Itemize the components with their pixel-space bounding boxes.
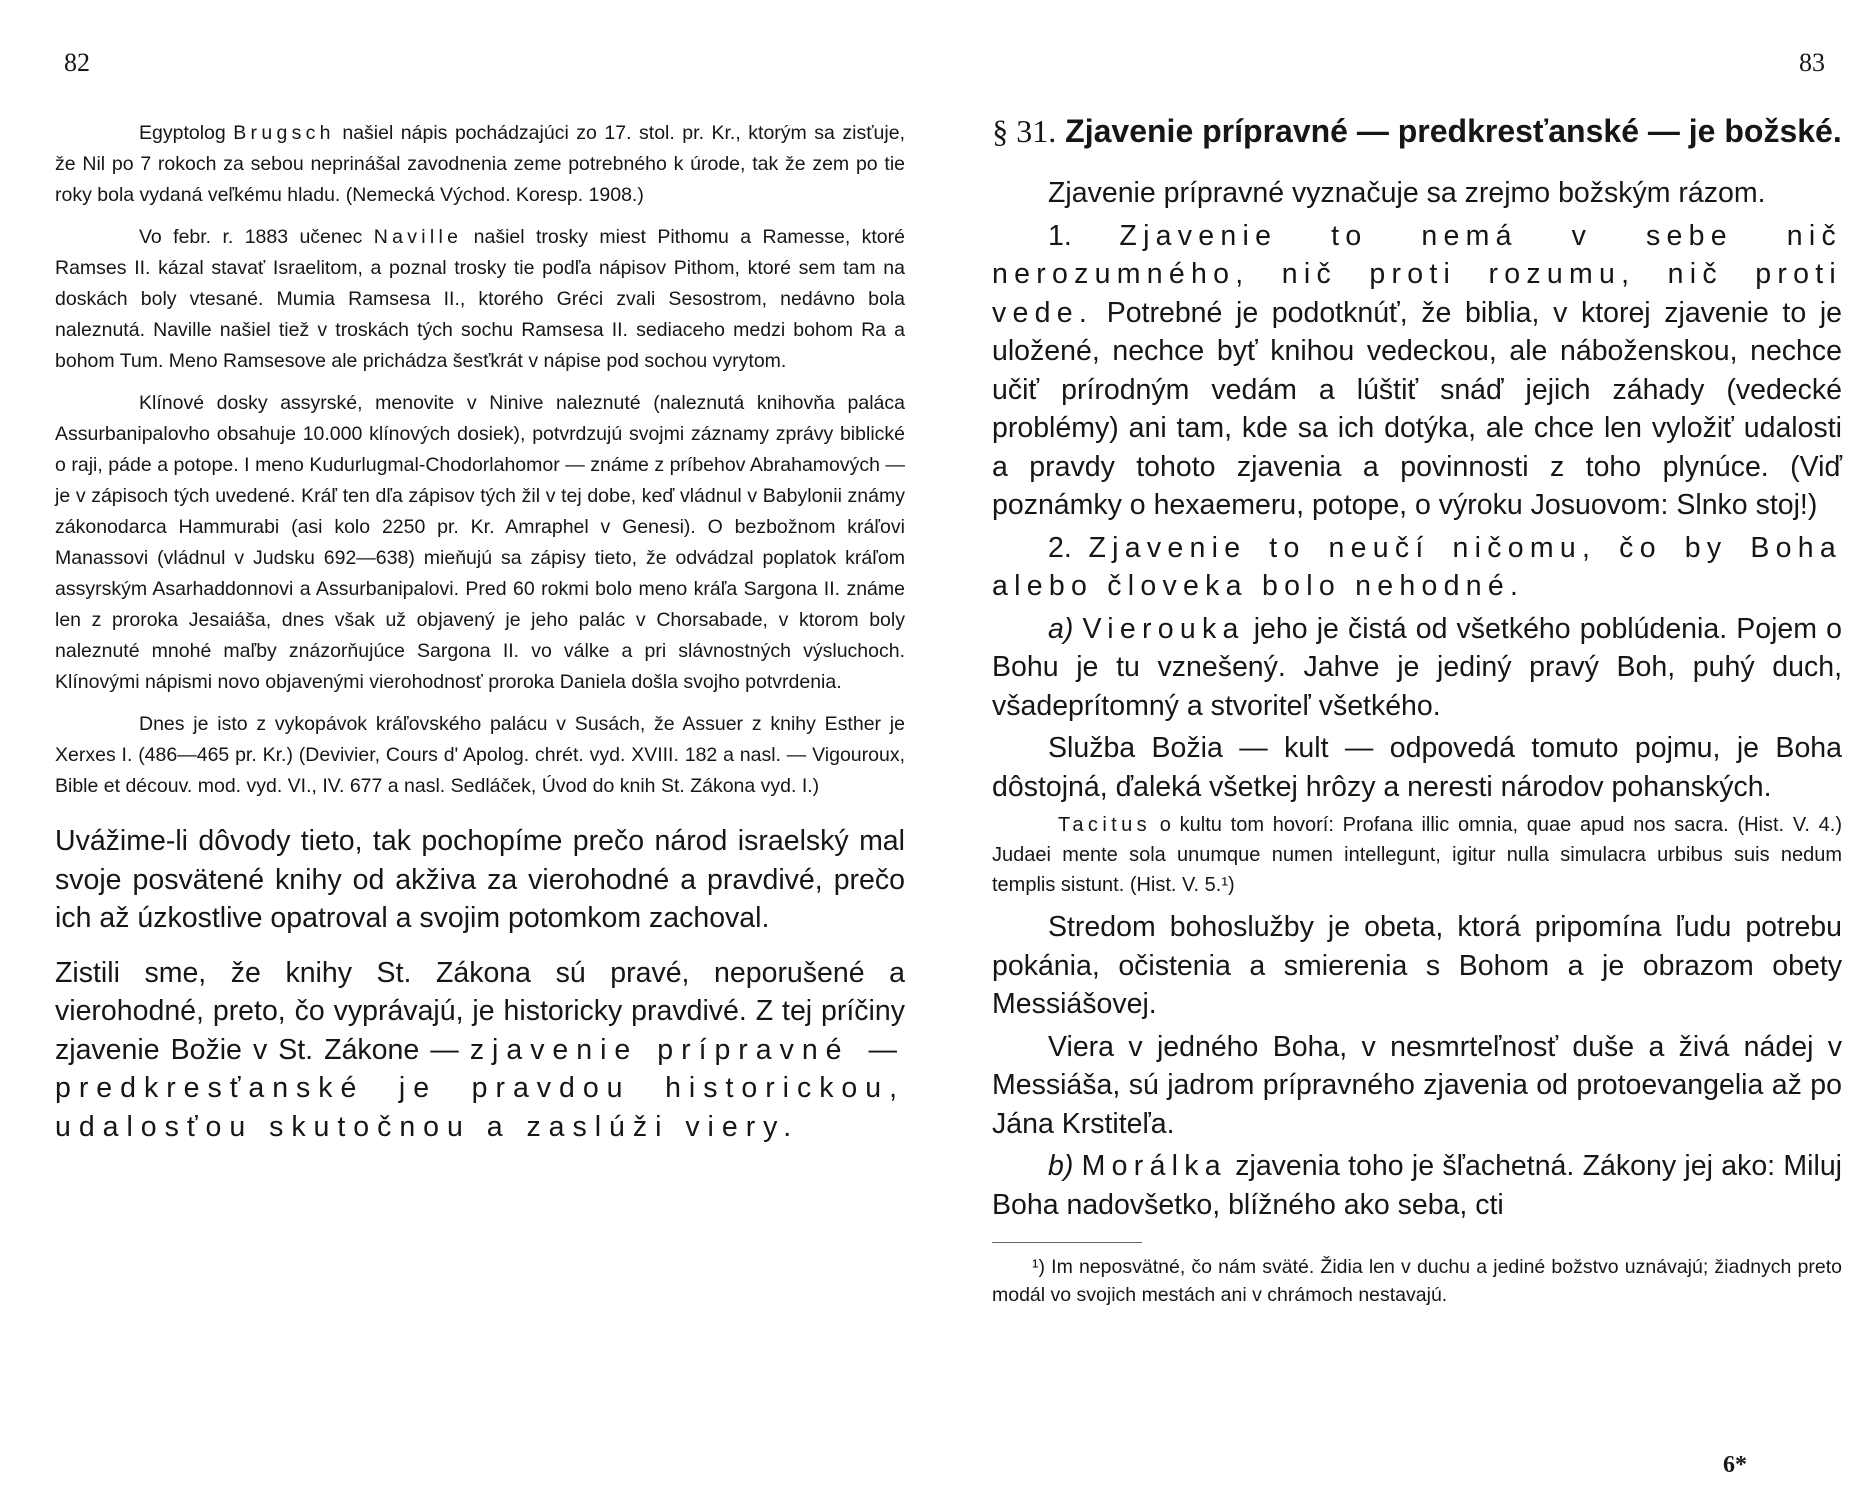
signature-mark: 6* [1723, 1452, 1747, 1478]
paragraph-viera: Viera v jedného Boha, v nesmrteľnosť duše a živá nádej v Messiáša, sú jadrom prípravného zjavenia od protoevangelia až po Jána Krstiteľa. [992, 1030, 1842, 1140]
paragraph-point-1: 1. Zjavenie to nemá v sebe nič nerozumného, nič proti rozumu, nič proti vede. Potrebné je podotknúť, že biblia, v ktorej zjavenie to je uložené, nechce byť knihou vedeckou, ale náboženskou, nechce učiť prírodným vedám a lúštiť snáď jejich záhady (vedecké problémy) ani tam, kde sa ich dotýka, ale chce len vyložiť udalosti a pravdy tohoto zjavenia a povinnosti z toho plynúce. (Viď poznámky o hexaemeru, potope, o výroku Josuovom: Slnko stoj!) [992, 219, 1843, 521]
left-text-column [55, 118, 905, 1162]
paragraph-point-b: b) Morálka zjavenia toho je šľachetná. Zákony jej ako: Miluj Boha nadovšetko, blížného ako seba, cti [992, 1150, 1843, 1221]
paragraph-conclusion-2: Zistili sme, že knihy St. Zákona sú pravé, neporušené a vierohodné, preto, čo vyprávajú, je historicky pravdivé. Z tej príčiny zjavenie Božie v St. Zákone — zjavenie prípravné — predkresťanské je pravdou historickou, udalosťou skutočnou a zaslúži viery. [55, 956, 905, 1143]
small-print-block [55, 118, 905, 802]
paragraph-conclusion-1: Uvážime-li dôvody tieto, tak pochopíme prečo národ israelský mal svoje posvätené knihy od akživa za vierohodné a pravdivé, prečo ich až úzkostlive opatroval a svojim potomkom zachoval. [55, 825, 905, 934]
right-large-print-block [992, 174, 1842, 806]
page-number-left: 82 [64, 48, 90, 77]
paragraph-kult: Služba Božia — kult — odpovedá tomuto pojmu, je Boha dôstojná, ďaleká všetkej hrôzy a neresti národov pohanských. [992, 732, 1842, 803]
paragraph-susa: Dnes je isto z vykopávok kráľovského palácu v Susách, že Assuer z knihy Esther je Xerxes I. (486—465 pr. Kr.) (Devivier, Cours d' Apolog. chrét. vyd. XVIII. 182 a nasl. — Vigouroux, Bible et découv. mod. vyd. VI., IV. 677 a nasl. Sedláček, Úvod do knih St. Zákona vyd. I.) [55, 713, 905, 797]
large-print-block [55, 822, 905, 1146]
section-heading: § 31. Zjavenie prípravné — predkresťanské — je božské. [992, 113, 1842, 149]
paragraph-brugsch: Egyptolog Brugsch našiel nápis pochádzajúci zo 17. stol. pr. Kr., ktorým sa zisťuje, že Nil po 7 rokoch za sebou neprinášal zavodnenia zeme potrebného k úrode, tak že zem po tie roky bola vydaná veľkému hladu. (Nemecká Východ. Koresp. 1908.) [55, 122, 905, 206]
footnote-text: ¹) Im neposvätné, čo nám sväté. Židia len v duchu a jediné božstvo uznávajú; žiadnych preto modál vo svojich mestách ani v chrámoch nestavajú. [992, 1256, 1842, 1306]
tacitus-quote [992, 810, 1842, 900]
right-text-column [992, 112, 1842, 1309]
paragraph-naville: Vo febr. r. 1883 učenec Naville našiel trosky miest Pithomu a Ramesse, ktoré Ramses II. kázal stavať Israelitom, a poznal trosky tie podľa nápisov Pithom, ktoré sem tam na doskách boly vtesané. Mumia Ramsesa II., ktorého Gréci zvali Sesostrom, nedávno bola naleznutá. Naville našiel tiež v troskách tých sochu Ramsesa II. sediaceho medzi bohom Ra a bohom Tum. Meno Ramsesove ale prichádza šesťkrát v nápise pod sochou vyrytom. [55, 226, 905, 372]
page-number-right: 83 [1799, 48, 1825, 77]
paragraph-point-2: 2. Zjavenie to neučí ničomu, čo by Boha alebo človeka bolo nehodné. [992, 531, 1842, 602]
paragraph-intro: Zjavenie prípravné vyznačuje sa zrejmo božským rázom. [1048, 177, 1766, 209]
paragraph-point-a: a) Vierouka jeho je čistá od všetkého poblúdenia. Pojem o Bohu je tu vznešený. Jahve je jediný pravý Boh, puhý duch, všadeprítomný a stvoriteľ všetkého. [992, 612, 1842, 722]
paragraph-assyrian-tablets: Klínové dosky assyrské, menovite v Ninive naleznuté (naleznutá knihovňa paláca Assurbanipalovho obsahuje 10.000 klínových dosiek), potvrdzujú svojmi záznamy zprávy biblické o raji, páde a potope. I meno Kudurlugmal-Chodorlahomor — známe z príbehov Abrahamových — je v zápisoch tých uvedené. Kráľ ten dľa zápisov tých žil v tej dobe, keď vládnul v Babylonii známy zákonodarca Hammurabi (asi kolo 2250 pr. Kr. Amraphel v Genesi). O bezbožnom kráľovi Manassovi (vládnul v Judsku 692—638) mieňujú sa zápisy tieto, že odvádzal poplatok kráľom assyrským Asarhaddonnovi a Assurbanipalovi. Pred 60 rokmi bolo meno kráľa Sargona II. známe len z proroka Jesaiáša, dnes však už objavený je jeho palác v Chorsabade, v ktorom boly naleznuté mnohé maľby znázorňujúce Sargona II. vo válke a pri slávnostných výsluchoch. Klínovými nápismi novo objavenými vierohodnosť proroka Daniela došla svojho potvrdenia. [55, 392, 905, 693]
right-page [937, 0, 1874, 1500]
paragraph-obeta: Stredom bohoslužby je obeta, ktorá pripomína ľudu potrebu pokánia, očistenia a smierenia s Bohom a je obrazom obety Messiášovej. [992, 911, 1842, 1020]
paragraph-tacitus: Tacitus o kultu tom hovorí: Profana illic omnia, quae apud nos sacra. (Hist. V. 4.) Judaei mente sola unumque numen intellegunt, igitur nulla simulacra urbibus suis nedum templis sistunt. (Hist. V. 5.¹) [992, 814, 1842, 896]
footnote [992, 1253, 1842, 1309]
right-large-print-block-2 [992, 908, 1842, 1224]
footnote-divider [992, 1242, 1142, 1243]
